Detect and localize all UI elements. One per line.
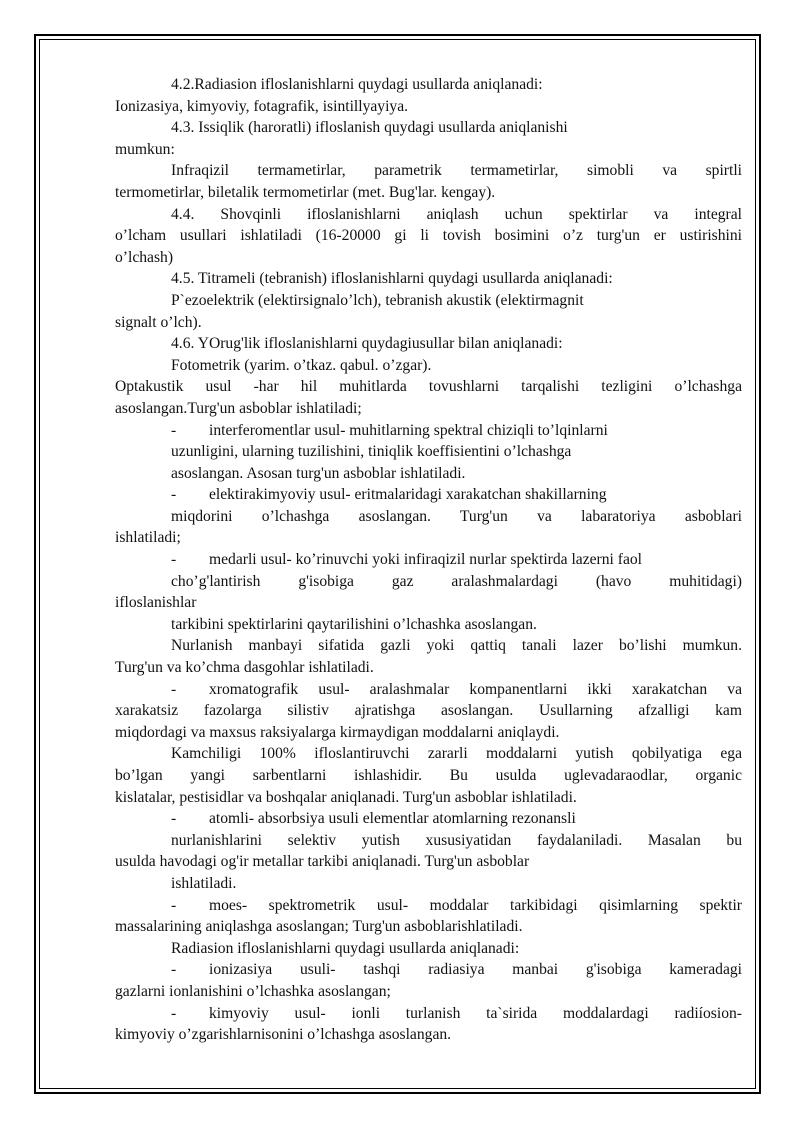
text-line	[115, 657, 742, 679]
line-text: Radiasion ifloslanishlarni quydagi usullarda aniqlanadi:	[171, 939, 520, 957]
line-text: atomli- absorbsiya usuli elementlar atomlarning rezonansli	[209, 810, 576, 828]
text-line	[115, 96, 742, 118]
line-text: asoslangan.Turg'un asboblar ishlatiladi;	[115, 399, 362, 417]
text-line	[115, 679, 742, 701]
text-line	[115, 484, 742, 506]
line-text: Kamchiligi 100% ifloslantiruvchi zararli moddalarni yutish qobilyatiga ega	[171, 745, 742, 763]
text-line	[115, 1024, 742, 1046]
line-text: nurlanishlarini selektiv yutish xususiyatidan faydalaniladi. Masalan bu	[171, 831, 742, 849]
text-line	[115, 981, 742, 1003]
line-text: moes- spektrometrik usul- moddalar tarkibidagi qisimlarning spektir	[209, 896, 742, 914]
text-line	[115, 571, 742, 593]
text-line	[115, 247, 742, 269]
text-line	[115, 614, 742, 636]
line-text: Infraqizil termametirlar, parametrik termametirlar, simobli va spirtli	[171, 162, 742, 180]
list-dash: -	[171, 810, 177, 828]
text-line	[115, 225, 742, 247]
text-line	[115, 700, 742, 722]
line-text: asoslangan. Asosan turg'un asboblar ishlatiladi.	[171, 464, 466, 482]
text-line	[115, 722, 742, 744]
line-text: o’lcham usullari ishlatiladi (16-20000 gi li tovish bosimini o’z turg'un er ustirishini	[115, 227, 742, 245]
line-text: kislatalar, pestisidlar va boshqalar aniqlanadi. Turg'un asboblar ishlatiladi.	[115, 788, 577, 806]
text-line	[115, 851, 742, 873]
text-line	[115, 333, 742, 355]
list-dash: -	[171, 680, 177, 698]
list-dash: -	[171, 896, 177, 914]
text-line	[115, 916, 742, 938]
line-text: Turg'un va ko’chma dasgohlar ishlatiladi.	[115, 659, 374, 677]
text-line	[115, 204, 742, 226]
text-line	[115, 808, 742, 830]
line-text: 4.2.Radiasion ifloslanishlarni quydagi usullarda aniqlanadi:	[171, 76, 543, 93]
line-text: xarakatsiz fazolarga silistiv ajratishga asoslangan. Usullarning afzalligi kam	[115, 702, 742, 720]
text-line	[115, 506, 742, 528]
list-dash: -	[171, 551, 177, 569]
line-text: 4.4. Shovqinli ifloslanishlarni aniqlash uchun spektirlar va integral	[171, 205, 742, 223]
line-text: ishlatiladi.	[171, 874, 237, 892]
line-text: Ionizasiya, kimyoviy, fotagrafik, isintillyayiya.	[115, 97, 409, 115]
text-line	[115, 463, 742, 485]
line-text: Optakustik usul -har hil muhitlarda tovushlarni tarqalishi tezligini o’lchashga	[115, 378, 742, 396]
text-line	[115, 117, 742, 139]
text-line	[115, 592, 742, 614]
text-line	[115, 873, 742, 895]
text-line	[115, 312, 742, 334]
text-line	[115, 441, 742, 463]
line-text: massalarining aniqlashga asoslangan; Turg'un asboblarishlatiladi.	[115, 918, 523, 936]
line-text: usulda havodagi og'ir metallar tarkibi aniqlanadi. Turg'un asboblar	[115, 853, 530, 871]
line-text: mumkun:	[115, 140, 175, 158]
line-text: miqdorini o’lchashga asoslangan. Turg'un va labaratoriya asboblari	[171, 507, 742, 525]
line-text: uzunligini, ularning tuzilishini, tiniqlik koeffisientini o’lchashga	[171, 443, 572, 461]
text-line	[115, 376, 742, 398]
text-line	[115, 938, 742, 960]
line-text: 4.6. YOrug'lik ifloslanishlarni quydagiusullar bilan aniqlanadi:	[171, 335, 563, 353]
line-text: signalt o’lch).	[115, 313, 202, 331]
text-line	[115, 160, 742, 182]
line-text: miqdordagi va maxsus raksiyalarga kirmaydigan moddalarni aniqlaydi.	[115, 723, 560, 741]
line-text: elektirakimyoviy usul- eritmalaridagi xarakatchan shakillarning	[209, 486, 607, 504]
line-text: o’lchash)	[115, 248, 174, 266]
text-line	[115, 527, 742, 549]
line-text: kimyoviy usul- ionli turlanish ta`sirida moddalardagi radiíosion-	[209, 1004, 742, 1022]
text-line	[115, 959, 742, 981]
line-text: xromatografik usul- aralashmalar kompanentlarni ikki xarakatchan va	[209, 680, 742, 698]
text-line	[115, 398, 742, 420]
text-line	[115, 549, 742, 571]
line-text: ionizasiya usuli- tashqi radiasiya manbai g'isobiga kameradagi	[209, 961, 742, 979]
text-line	[115, 1003, 742, 1025]
text-line	[115, 743, 742, 765]
text-line	[115, 355, 742, 377]
line-text: Fotometrik (yarim. o’tkaz. qabul. o’zgar).	[171, 356, 432, 374]
text-line	[115, 268, 742, 290]
line-text: medarli usul- ko’rinuvchi yoki infiraqizil nurlar spektirda lazerni faol	[209, 551, 643, 569]
list-dash: -	[171, 961, 177, 979]
text-line	[115, 787, 742, 809]
line-text: 4.3. Issiqlik (haroratli) ifloslanish quydagi usullarda aniqlanishi	[171, 119, 568, 137]
line-text: Nurlanish manbayi sifatida gazli yoki qattiq tanali lazer bo’lishi mumkun.	[171, 637, 742, 655]
line-text: ishlatiladi;	[115, 529, 181, 547]
text-line	[115, 182, 742, 204]
text-line	[115, 635, 742, 657]
line-text: termometirlar, biletalik termometirlar (met. Bug'lar. kengay).	[115, 183, 496, 201]
line-text: interferomentlar usul- muhitlarning spektral chiziqli to’lqinlarni	[209, 421, 608, 439]
line-text: gazlarni ionlanishini o’lchashka asoslangan;	[115, 982, 391, 1000]
list-dash: -	[171, 1004, 177, 1022]
line-text: 4.5. Titrameli (tebranish) ifloslanishlarni quydagi usullarda aniqlanadi:	[171, 270, 613, 288]
text-line	[115, 74, 742, 96]
list-dash: -	[171, 421, 177, 439]
line-text: tarkibini spektirlarini qaytarilishini o’lchashka asoslangan.	[171, 615, 537, 633]
line-text: cho’g'lantirish g'isobiga gaz aralashmalardagi (havo muhitidagi)	[171, 572, 742, 590]
text-line	[115, 139, 742, 161]
text-line	[115, 290, 742, 312]
line-text: bo’lgan yangi sarbentlarni ishlashidir. Bu usulda uglevadaraodlar, organic	[115, 767, 742, 784]
line-text: P`ezoelektrik (elektirsignalo’lch), tebranish akustik (elektirmagnit	[171, 291, 584, 309]
text-line	[115, 830, 742, 852]
text-line	[115, 895, 742, 917]
text-line	[115, 420, 742, 442]
line-text: kimyoviy o’zgarishlarnisonini o’lchashga asoslangan.	[115, 1026, 452, 1044]
document-body	[115, 74, 742, 1046]
text-line	[115, 765, 742, 787]
line-text: ifloslanishlar	[115, 594, 197, 612]
list-dash: -	[171, 486, 177, 504]
